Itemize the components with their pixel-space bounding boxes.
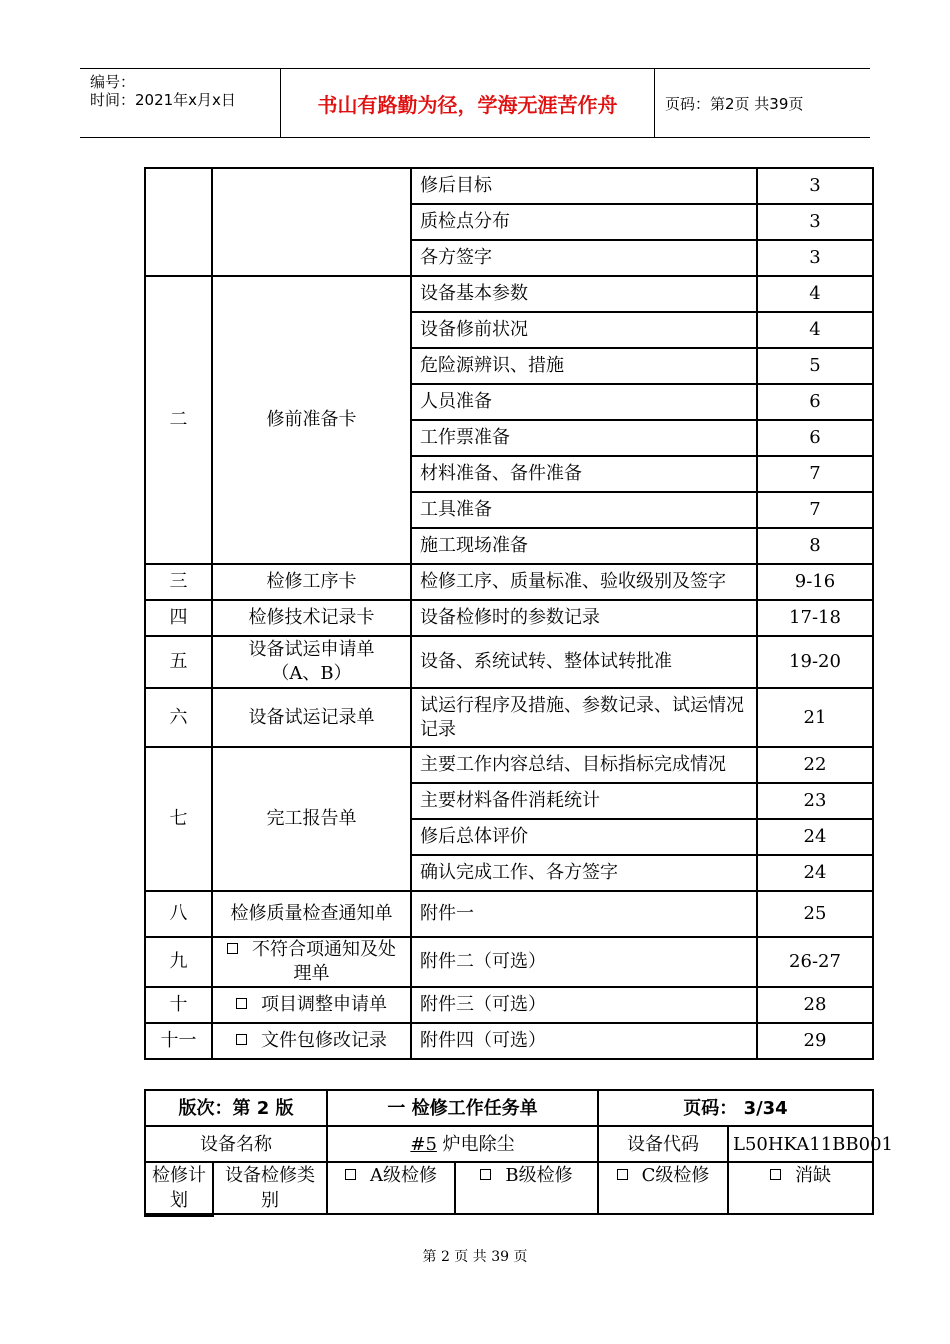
row-number: 六	[145, 688, 212, 747]
row-number: 二	[145, 276, 212, 564]
row-content: 修后目标	[411, 168, 757, 204]
option-label: B级检修	[505, 1165, 573, 1186]
option-a-level[interactable]	[327, 1162, 455, 1214]
row-number: 十一	[145, 1023, 212, 1059]
header-page-info: 页码：第2页 共39页	[665, 94, 804, 113]
table-row	[145, 600, 873, 636]
option-c-level[interactable]	[598, 1162, 728, 1214]
row-number: 七	[145, 747, 212, 891]
edition-label: 版次：第 2 版	[145, 1090, 327, 1126]
row-page: 4	[757, 276, 873, 312]
table-row	[145, 891, 873, 937]
row-content: 设备修前状况	[411, 312, 757, 348]
row-content: 工具准备	[411, 492, 757, 528]
row-content: 主要材料备件消耗统计	[411, 783, 757, 819]
option-label: A级检修	[370, 1165, 437, 1186]
equipment-name-label: 设备名称	[145, 1126, 327, 1162]
table-row	[145, 168, 873, 204]
row-section: 检修工序卡	[212, 564, 411, 600]
option-defect[interactable]	[728, 1162, 873, 1214]
row-content: 附件一	[411, 891, 757, 937]
table-row	[145, 636, 873, 688]
row-section	[212, 636, 411, 688]
table-row	[145, 747, 873, 783]
table-row	[145, 1023, 873, 1059]
row-page: 3	[757, 240, 873, 276]
row-section-optional[interactable]	[212, 1023, 411, 1059]
row-page: 17-18	[757, 600, 873, 636]
row-page: 24	[757, 819, 873, 855]
row-content: 人员准备	[411, 384, 757, 420]
row-page: 19-20	[757, 636, 873, 688]
section-subtitle: （A、B）	[271, 663, 352, 684]
row-page: 22	[757, 747, 873, 783]
row-page: 21	[757, 688, 873, 747]
checkbox-icon[interactable]	[345, 1169, 356, 1180]
table-row	[145, 688, 873, 747]
row-number: 五	[145, 636, 212, 688]
row-page: 7	[757, 456, 873, 492]
plan-row	[145, 1162, 873, 1214]
row-section: 完工报告单	[212, 747, 411, 891]
checkbox-icon[interactable]	[480, 1169, 491, 1180]
sheet-header-row	[145, 1090, 873, 1126]
row-section-optional[interactable]	[212, 987, 411, 1023]
equipment-name-text: 炉电除尘	[436, 1133, 515, 1155]
equipment-number: #5	[410, 1133, 437, 1155]
row-number: 九	[145, 937, 212, 987]
row-number: 八	[145, 891, 212, 937]
table-row	[145, 276, 873, 312]
equipment-name	[327, 1126, 598, 1162]
row-section: 检修技术记录卡	[212, 600, 411, 636]
row-page: 4	[757, 312, 873, 348]
work-task-sheet	[144, 1089, 893, 1215]
row-content: 设备基本参数	[411, 276, 757, 312]
section-title: 文件包修改记录	[261, 1030, 387, 1051]
section-title: 设备试运申请单	[248, 639, 375, 660]
row-section: 修前准备卡	[212, 276, 411, 564]
row-content: 主要工作内容总结、目标指标完成情况	[411, 747, 757, 783]
row-page: 8	[757, 528, 873, 564]
row-page: 3	[757, 204, 873, 240]
table-row	[145, 564, 873, 600]
row-number: 三	[145, 564, 212, 600]
category-label: 设备检修类别	[213, 1162, 327, 1214]
row-page: 24	[757, 855, 873, 891]
option-label: 消缺	[795, 1165, 831, 1186]
row-page: 26-27	[757, 937, 873, 987]
header-motto: 书山有路勤为径，学海无涯苦作舟	[281, 69, 655, 137]
table-row	[145, 987, 873, 1023]
row-number	[145, 168, 212, 276]
sheet-page-code: 页码： 3/34	[598, 1090, 873, 1126]
row-content: 确认完成工作、各方签字	[411, 855, 757, 891]
section-title: 项目调整申请单	[261, 994, 387, 1015]
rule-line	[144, 1213, 214, 1217]
row-content: 检修工序、质量标准、验收级别及签字	[411, 564, 757, 600]
row-page: 29	[757, 1023, 873, 1059]
row-content: 工作票准备	[411, 420, 757, 456]
row-content: 附件二（可选）	[411, 937, 757, 987]
row-page: 23	[757, 783, 873, 819]
row-number: 四	[145, 600, 212, 636]
equipment-row	[145, 1126, 873, 1162]
row-content: 设备、系统试转、整体试转批准	[411, 636, 757, 688]
table-row	[145, 937, 873, 987]
equipment-code: L50HKA11BB001	[728, 1126, 873, 1162]
time-label: 时间：2021年x月x日	[90, 91, 236, 109]
row-content: 各方签字	[411, 240, 757, 276]
page-footer: 第 2 页 共 39 页	[422, 1249, 528, 1265]
option-b-level[interactable]	[455, 1162, 598, 1214]
row-section	[212, 168, 411, 276]
row-content: 质检点分布	[411, 204, 757, 240]
number-label: 编号：	[90, 73, 136, 91]
checkbox-icon[interactable]	[770, 1169, 781, 1180]
row-content: 危险源辨识、措施	[411, 348, 757, 384]
row-page: 6	[757, 420, 873, 456]
row-section: 设备试运记录单	[212, 688, 411, 747]
row-number: 十	[145, 987, 212, 1023]
row-page: 5	[757, 348, 873, 384]
row-page: 28	[757, 987, 873, 1023]
row-content: 修后总体评价	[411, 819, 757, 855]
contents-table	[144, 167, 874, 1060]
row-content: 施工现场准备	[411, 528, 757, 564]
row-page: 6	[757, 384, 873, 420]
row-page: 9-16	[757, 564, 873, 600]
checkbox-icon[interactable]	[236, 1034, 247, 1045]
row-section: 检修质量检查通知单	[212, 891, 411, 937]
row-page: 7	[757, 492, 873, 528]
section-title: 不符合项通知及处理单	[252, 939, 396, 984]
checkbox-icon[interactable]	[236, 998, 247, 1009]
checkbox-icon[interactable]	[617, 1169, 628, 1180]
page-header	[80, 68, 870, 138]
row-page: 25	[757, 891, 873, 937]
header-meta	[80, 69, 281, 137]
row-content: 附件四（可选）	[411, 1023, 757, 1059]
plan-label: 检修计划	[145, 1162, 213, 1214]
row-content: 材料准备、备件准备	[411, 456, 757, 492]
row-page: 3	[757, 168, 873, 204]
row-content: 设备检修时的参数记录	[411, 600, 757, 636]
sheet-title: 一 检修工作任务单	[327, 1090, 598, 1126]
checkbox-icon[interactable]	[227, 943, 238, 954]
equipment-code-label: 设备代码	[598, 1126, 728, 1162]
row-content: 试运行程序及措施、参数记录、试运情况记录	[411, 688, 757, 747]
row-content: 附件三（可选）	[411, 987, 757, 1023]
row-section-optional[interactable]	[212, 937, 411, 987]
option-label: C级检修	[641, 1165, 710, 1186]
